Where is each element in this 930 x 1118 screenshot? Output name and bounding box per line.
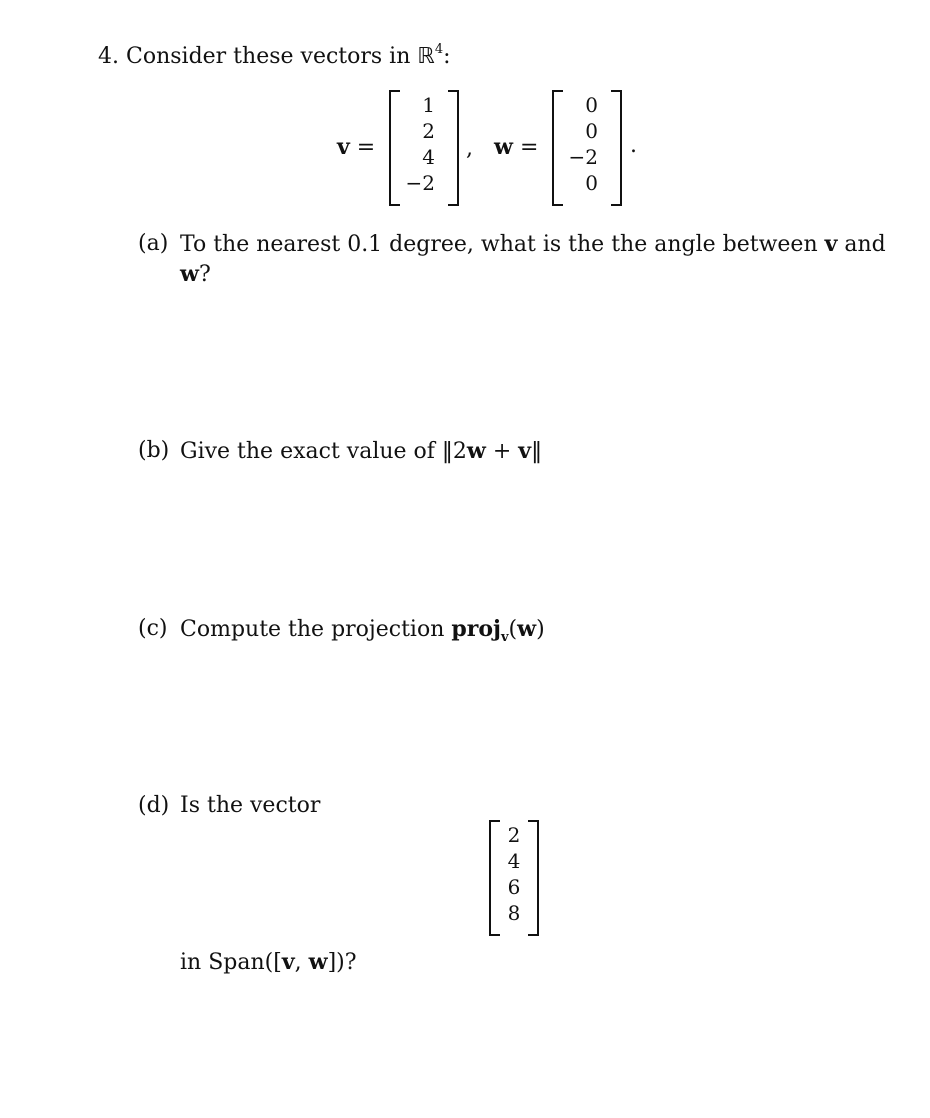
w-symbol: w — [494, 134, 513, 160]
w-entry-4: 0 — [585, 171, 598, 195]
proj-subscript: v — [500, 630, 509, 645]
part-a-line1 — [180, 230, 886, 259]
real-space-symbol: ℝ — [417, 44, 435, 69]
problem-intro: Consider these vectors in — [126, 44, 418, 69]
proj-close-paren: ) — [536, 617, 545, 642]
w-entry-2: 0 — [585, 119, 598, 143]
part-b-label: (b) — [138, 438, 170, 463]
part-c-question — [180, 615, 545, 647]
span-suffix: ])? — [327, 950, 357, 975]
v-equals: = — [356, 135, 376, 160]
part-a-label: (a) — [138, 231, 169, 256]
v-entry-2: 2 — [422, 119, 435, 143]
v-equation-label — [337, 133, 375, 162]
norm-open: ‖ — [441, 439, 453, 464]
part-d-text: Is the vector — [180, 793, 321, 818]
proj-argument: w — [517, 616, 537, 642]
part-d-tail — [180, 948, 357, 977]
vector-separator: , — [466, 136, 473, 161]
part-b-question — [180, 437, 542, 466]
w-equation-label — [494, 133, 538, 162]
norm-coef: 2 — [452, 439, 467, 464]
norm-w: w — [466, 438, 486, 464]
part-d-label: (d) — [138, 793, 170, 818]
problem-number: 4. — [98, 44, 119, 69]
d-entry-4: 8 — [507, 901, 521, 925]
norm-plus: + — [485, 439, 519, 464]
part-a-line2 — [180, 260, 211, 289]
problem-heading — [98, 43, 451, 74]
part-b-text: Give the exact value of — [180, 439, 442, 464]
part-c-text: Compute the projection — [180, 617, 452, 642]
part-a-v: v — [824, 231, 838, 257]
w-matrix — [552, 90, 622, 206]
w-entry-1: 0 — [585, 93, 598, 117]
space-exponent: 4 — [434, 42, 444, 57]
span-w: w — [308, 949, 328, 975]
d-entry-2: 4 — [507, 849, 521, 873]
vector-period: . — [630, 133, 637, 158]
v-entry-3: 4 — [422, 145, 435, 169]
d-entry-1: 2 — [507, 823, 521, 847]
part-a-text: To the nearest 0.1 degree, what is the the angle between — [180, 232, 825, 257]
w-entry-3: −2 — [568, 145, 598, 169]
part-c-label: (c) — [138, 616, 168, 641]
w-equals: = — [519, 135, 539, 160]
proj-operator: proj — [451, 616, 501, 642]
part-a-w: w — [180, 261, 199, 287]
part-a-question: ? — [198, 262, 211, 287]
span-prefix: in Span([ — [180, 950, 282, 975]
v-entry-1: 1 — [422, 93, 435, 117]
part-a-and: and — [837, 232, 886, 257]
d-entry-3: 6 — [507, 875, 521, 899]
proj-open-paren: ( — [508, 617, 518, 642]
span-v: v — [281, 949, 295, 975]
v-entry-4: −2 — [405, 171, 435, 195]
norm-v: v — [518, 438, 532, 464]
v-matrix — [389, 90, 459, 206]
intro-colon: : — [443, 44, 451, 69]
norm-close: ‖ — [531, 439, 543, 464]
v-symbol: v — [337, 134, 350, 160]
span-comma: , — [294, 950, 309, 975]
d-matrix — [489, 820, 539, 936]
